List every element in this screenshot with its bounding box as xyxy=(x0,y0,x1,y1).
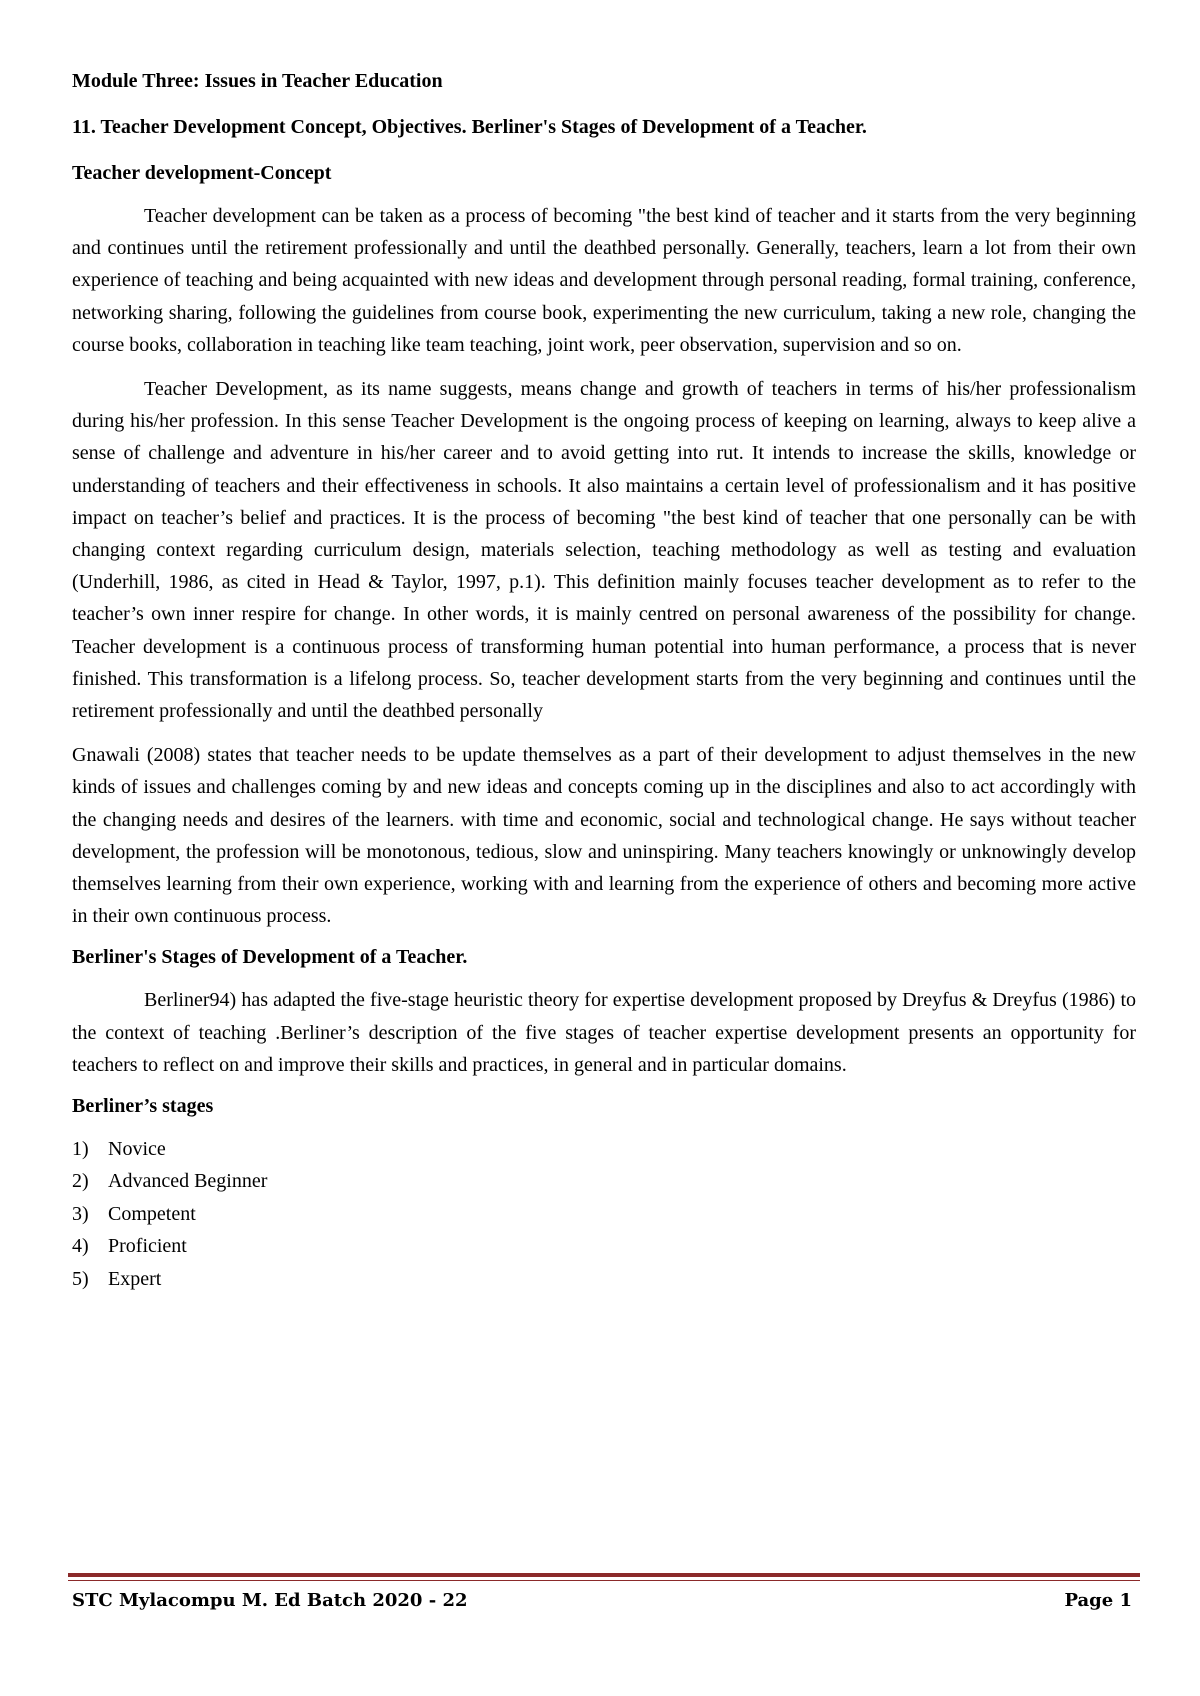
list-item-number: 5) xyxy=(72,1267,89,1290)
footer-divider-thin xyxy=(68,1580,1140,1581)
page-number: Page 1 xyxy=(1064,1590,1132,1611)
list-item xyxy=(72,1165,1136,1197)
berliner-heading: Berliner's Stages of Development of a Teacher. xyxy=(72,946,468,969)
list-item-number: 3) xyxy=(72,1202,89,1225)
list-item xyxy=(72,1198,1136,1230)
list-item-label: Advanced Beginner xyxy=(108,1170,268,1193)
list-item xyxy=(72,1230,1136,1262)
concept-heading: Teacher development-Concept xyxy=(72,162,332,184)
paragraph-berliner: Berliner94) has adapted the five-stage heuristic theory for expertise development proposed by Dreyfus & Dreyfus (1986) to the context of teaching .Berliner’s description of the five stages of teacher expertise development presents an opportunity for teachers to reflect on and improve their skills and practices, in general and in particular domains. xyxy=(72,989,1136,1076)
page-content xyxy=(72,68,1136,1295)
list-item-label: Competent xyxy=(108,1202,196,1225)
list-item-number: 1) xyxy=(72,1138,89,1161)
list-item-label: Expert xyxy=(108,1267,162,1290)
stages-heading: Berliner’s stages xyxy=(72,1095,214,1118)
footer-institution: STC Mylacompu M. Ed Batch 2020 - 22 xyxy=(72,1590,468,1611)
paragraph-concept-2: Teacher Development, as its name suggests, means change and growth of teachers in terms of his/her professionalism during his/her profession. In this sense Teacher Development is the ongoing process of keeping on learning, always to keep alive a sense of challenge and adventure in his/her career and to avoid getting into rut. It intends to increase the skills, knowledge or understanding of teachers and their effectiveness in schools. It also maintains a certain level of professionalism and it has positive impact on teacher’s belief and practices. It is the process of becoming "the best kind of teacher that one personally can be with changing context regarding curriculum design, materials selection, teaching methodology as well as testing and evaluation (Underhill, 1986, as cited in Head & Taylor, 1997, p.1). This definition mainly focuses teacher development as to refer to the teacher’s own inner respire for change. In other words, it is mainly centred on personal awareness of the possibility for change. Teacher development is a continuous process of transforming human potential into human performance, a process that is never finished. This transformation is a lifelong process. So, teacher development starts from the very beginning and continues until the retirement professionally and until the deathbed personally xyxy=(72,378,1136,723)
paragraph-concept-1: Teacher development can be taken as a process of becoming "the best kind of teacher and it starts from the very beginning and continues until the retirement professionally and until the deathbed personally. Generally, teachers, learn a lot from their own experience of teaching and being acquainted with new ideas and development through personal reading, formal training, conference, networking sharing, following the guidelines from course book, experimenting the new curriculum, taking a new role, changing the course books, collaboration in teaching like team teaching, joint work, peer observation, supervision and so on. xyxy=(72,205,1136,356)
list-item xyxy=(72,1133,1136,1165)
list-item-label: Novice xyxy=(108,1138,166,1161)
footer-divider xyxy=(68,1573,1140,1577)
list-item-number: 4) xyxy=(72,1235,89,1258)
paragraph-gnawali: Gnawali (2008) states that teacher needs to be update themselves as a part of their development to adjust themselves in the new kinds of issues and challenges coming by and new ideas and concepts coming up in the disciplines and also to act accordingly with the changing needs and desires of the learners. with time and economic, social and technological change. He says without teacher development, the profession will be monotonous, tedious, slow and uninspiring. Many teachers knowingly or unknowingly develop themselves learning from their own experience, working with and learning from the experience of others and becoming more active in their own continuous process. xyxy=(72,744,1136,928)
module-heading: Module Three: Issues in Teacher Education xyxy=(72,70,443,92)
list-item-label: Proficient xyxy=(108,1235,187,1258)
list-item-number: 2) xyxy=(72,1170,89,1193)
stages-list xyxy=(72,1133,1136,1295)
list-item xyxy=(72,1263,1136,1295)
section-heading: 11. Teacher Development Concept, Objectives. Berliner's Stages of Development of a Teacher. xyxy=(72,116,867,138)
